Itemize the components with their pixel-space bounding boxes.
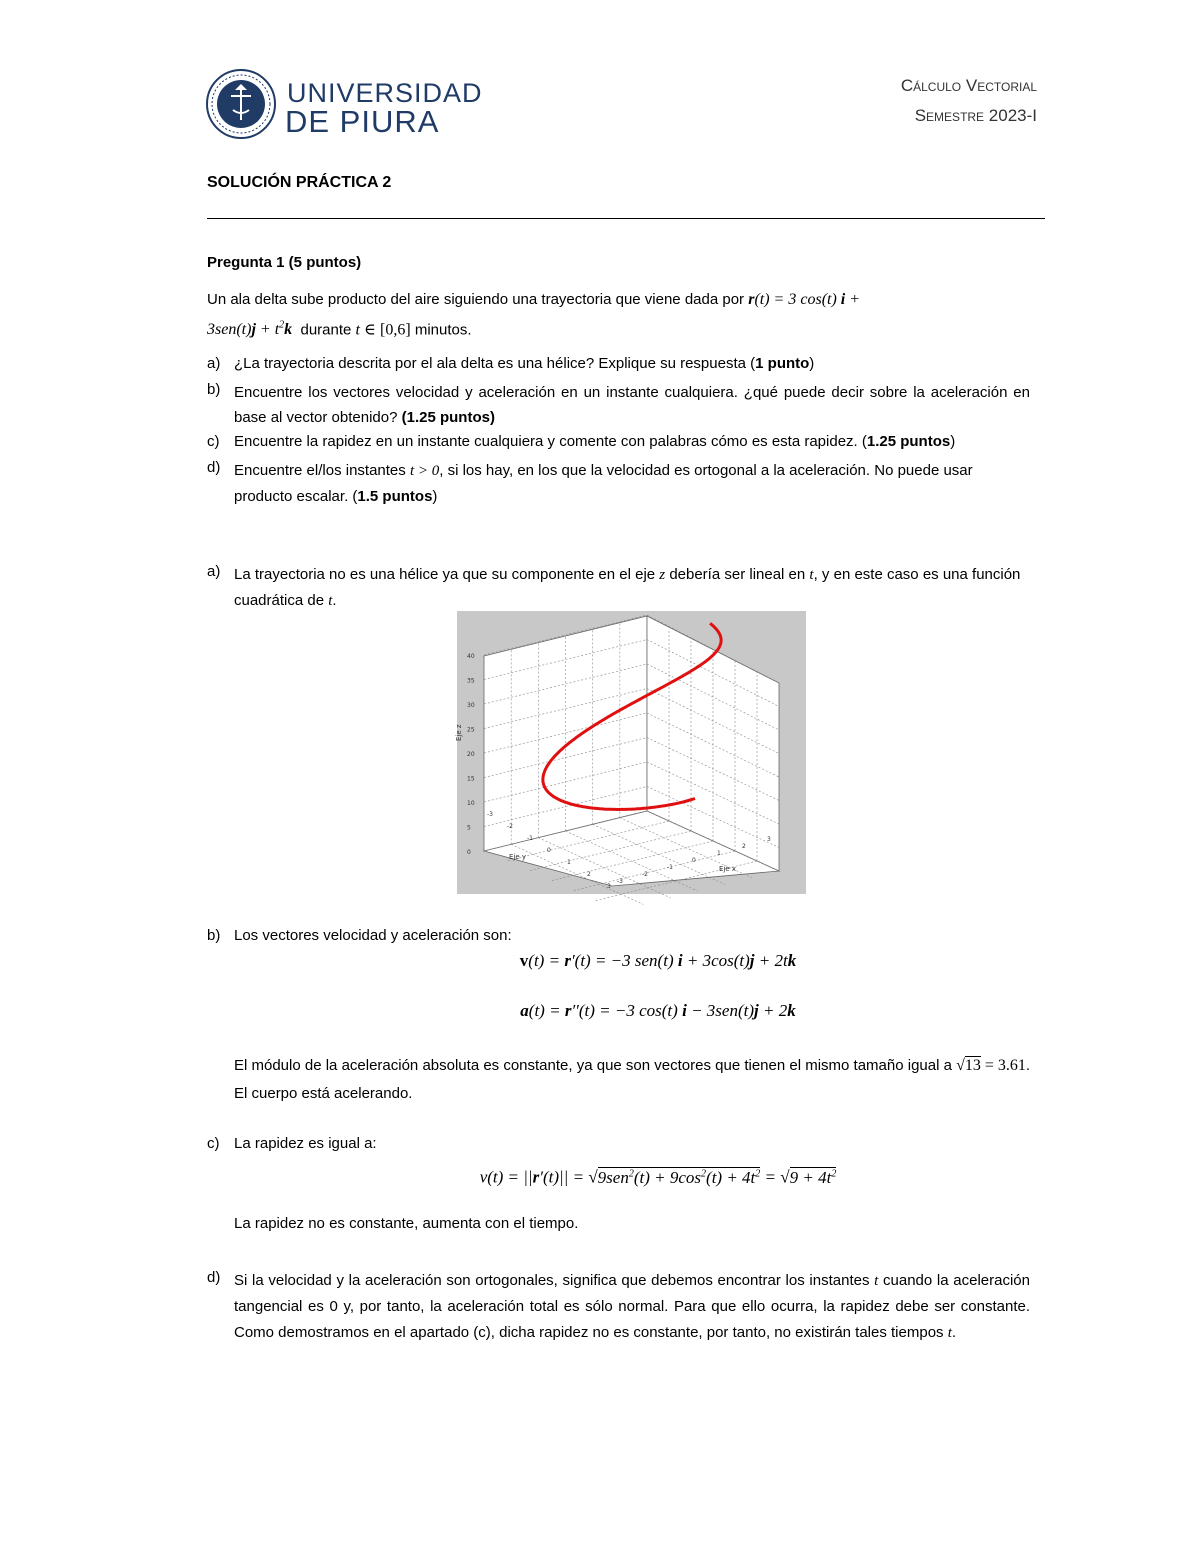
item-text-1: Encuentre el/los instantes bbox=[234, 462, 406, 479]
symbol-t: t bbox=[947, 1325, 952, 1341]
question-intro-line2: $3sen(t)j + t^2k$ durante t ∈ [0,6] minutos. bbox=[207, 320, 472, 339]
y-tick-label: 2 bbox=[587, 871, 591, 878]
answer-label: a) bbox=[207, 563, 221, 580]
symbol-t: t bbox=[809, 567, 814, 583]
course-name: Cálculo Vectorial bbox=[900, 76, 1037, 95]
item-label: c) bbox=[207, 433, 220, 450]
answer-a-text-2: debería ser lineal en bbox=[669, 566, 806, 583]
answer-d-text-1: Si la velocidad y la aceleración son ortogonales, significa que debemos encontrar los instantes bbox=[234, 1272, 870, 1289]
item-close: ) bbox=[432, 488, 438, 505]
item-text: Encuentre la rapidez en un instante cualquiera y comente con palabras cómo es esta rapidez. ( bbox=[234, 433, 867, 450]
y-tick-label: 1 bbox=[567, 859, 571, 866]
x-tick-label: -2 bbox=[642, 871, 648, 878]
question-intro-line1 bbox=[207, 290, 860, 310]
answer-d-text-3: . bbox=[951, 1324, 957, 1341]
answer-label: b) bbox=[207, 927, 221, 944]
item-text: ¿La trayectoria descrita por el ala delta es una hélice? Explique su respuesta ( bbox=[234, 355, 756, 372]
answer-b-comment bbox=[234, 1052, 1034, 1108]
intro-minutes: minutos. bbox=[414, 321, 472, 339]
z-tick-label: 40 bbox=[467, 653, 475, 660]
x-tick-label: 3 bbox=[767, 836, 771, 843]
item-label: d) bbox=[207, 459, 221, 476]
sqrt-13-formula: √13 = 3.61 bbox=[956, 1057, 1026, 1074]
x-axis-label: Eje x bbox=[719, 865, 737, 873]
formula-t-positive: t > 0 bbox=[409, 463, 440, 479]
z-tick-label: 15 bbox=[467, 775, 475, 783]
z-tick-label: 5 bbox=[467, 824, 471, 832]
answer-label: d) bbox=[207, 1269, 221, 1286]
x-tick-label: -1 bbox=[667, 864, 673, 871]
z-tick-label: 10 bbox=[467, 800, 475, 807]
trajectory-plot-svg bbox=[457, 611, 806, 894]
item-points: 1 punto bbox=[755, 355, 810, 372]
item-text: Encuentre los vectores velocidad y aceleración en un instante cualquiera. ¿qué puede decir sobre la aceleración en base al vector obtenido? bbox=[234, 384, 1030, 426]
z-tick-label: 35 bbox=[467, 677, 475, 685]
answer-c-comment: La rapidez no es constante, aumenta con el tiempo. bbox=[234, 1215, 579, 1232]
formula-r-part1: r(t) = 3 cos(t) i + bbox=[748, 291, 861, 308]
answer-c-intro: La rapidez es igual a: bbox=[234, 1135, 377, 1152]
item-points: (1.25 puntos) bbox=[401, 409, 495, 426]
symbol-z: z bbox=[659, 567, 666, 583]
question-heading: Pregunta 1 (5 puntos) bbox=[207, 254, 362, 271]
y-tick-label: 3 bbox=[607, 883, 611, 890]
item-close: ) bbox=[950, 433, 956, 450]
y-tick-label: -3 bbox=[487, 811, 493, 818]
answer-b bbox=[207, 926, 1037, 948]
university-name-line1: UNIVERSIDAD bbox=[287, 78, 483, 108]
speed-equation: $v(t) = ||r'(t)|| = √9sen^2(t) + 9\cos^2(t) + 4t^2 = √9 + 4t^2$ bbox=[479, 1167, 837, 1187]
y-tick-label: -1 bbox=[527, 835, 533, 842]
item-points: 1.25 puntos bbox=[866, 433, 951, 450]
y-axis-label: Eje y bbox=[509, 853, 527, 861]
answer-a-text-4: . bbox=[332, 592, 337, 609]
question-item-c bbox=[207, 432, 1037, 454]
answer-d bbox=[207, 1268, 1037, 1378]
symbol-t: t bbox=[328, 593, 333, 609]
z-tick-label: 20 bbox=[467, 751, 475, 758]
question-item-a bbox=[207, 354, 1037, 376]
answer-a-text-1: La trayectoria no es una hélice ya que su componente en el eje bbox=[234, 566, 656, 583]
z-tick-label: 25 bbox=[467, 726, 475, 734]
university-name-line2: DE PIURA bbox=[285, 104, 440, 139]
y-tick-label: -2 bbox=[507, 823, 513, 830]
intro-during: durante bbox=[300, 321, 352, 339]
x-tick-label: -3 bbox=[617, 878, 623, 885]
title-rule bbox=[207, 218, 1045, 219]
question-item-d bbox=[207, 458, 1037, 504]
z-tick-label: 0 bbox=[467, 849, 471, 856]
university-logo bbox=[205, 64, 483, 144]
item-label: b) bbox=[207, 381, 221, 398]
acceleration-equation: a(t) = r′′(t) = −3 cos(t) i − 3sen(t)j + 2k bbox=[520, 1001, 796, 1020]
item-text-2: , si los hay, en los que la velocidad es ortogonal a la aceleración. No puede usar producto escalar. ( bbox=[234, 462, 973, 505]
formula-r-part2: $3sen(t)j + t^2k$ bbox=[207, 320, 293, 339]
page-title: SOLUCIÓN PRÁCTICA 2 bbox=[207, 174, 392, 191]
item-points: 1.5 puntos bbox=[357, 488, 433, 505]
symbol-t: t bbox=[874, 1273, 879, 1289]
intro-text: Un ala delta sube producto del aire siguiendo una trayectoria que viene dada por bbox=[207, 291, 745, 308]
z-tick-label: 30 bbox=[467, 702, 475, 709]
answer-b-intro: Los vectores velocidad y aceleración son: bbox=[234, 927, 512, 944]
x-tick-label: 1 bbox=[717, 850, 721, 857]
answer-a bbox=[207, 562, 1037, 608]
formula-interval: t bbox=[355, 321, 360, 339]
x-tick-label: 2 bbox=[742, 843, 746, 850]
answer-d-text-2: cuando la aceleración tangencial es 0 y, por tanto, la aceleración total es sólo normal. Para que ello ocurra, la rapidez debe ser constante. Como demostramos en el apartado (c), dicha rapidez no es constante, por tanto, no existirán tales tiempos bbox=[234, 1272, 1030, 1341]
answer-b-comment-text-2: . El cuerpo está acelerando. bbox=[234, 1057, 1031, 1102]
answer-label: c) bbox=[207, 1135, 220, 1152]
university-seal-icon bbox=[205, 64, 277, 144]
z-axis-label: Eje z bbox=[455, 724, 463, 741]
velocity-equation: v(t) = r′(t) = −3 sen(t) i + 3cos(t)j + 2tk bbox=[519, 951, 797, 970]
answer-b-comment-text-1: El módulo de la aceleración absoluta es constante, ya que son vectores que tienen el mismo tamaño igual a bbox=[234, 1057, 952, 1074]
y-tick-label: 0 bbox=[547, 847, 551, 854]
semester-label: Semestre 2023-I bbox=[914, 106, 1037, 125]
x-tick-label: 0 bbox=[692, 857, 696, 864]
item-close: ) bbox=[809, 355, 815, 372]
answer-a-text-3: , y en este caso es una función cuadrática de bbox=[234, 566, 1021, 609]
question-item-b bbox=[207, 380, 1037, 426]
trajectory-plot bbox=[457, 611, 806, 894]
item-label: a) bbox=[207, 355, 221, 372]
answer-c bbox=[207, 1134, 1037, 1156]
